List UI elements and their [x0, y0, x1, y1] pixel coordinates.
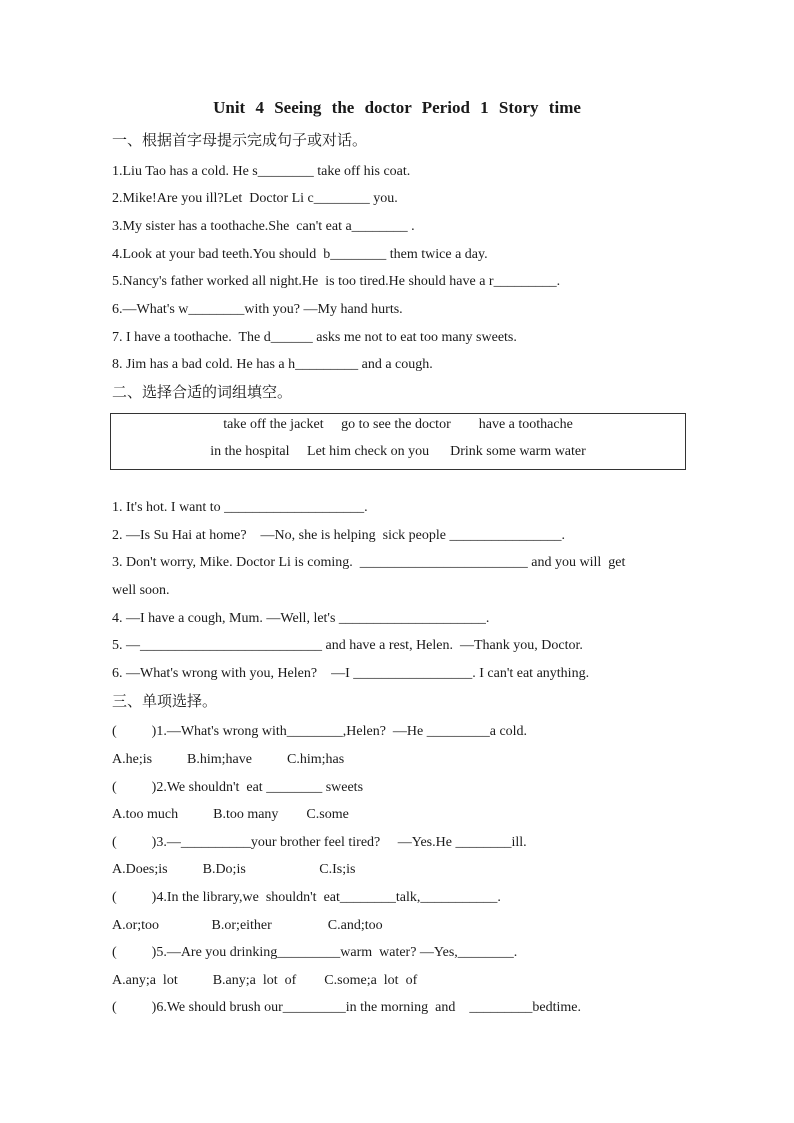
s2-item-1: 1. It's hot. I want to ____________________. — [112, 500, 368, 515]
s3-question-1: ( )1.—What's wrong with________,Helen? —He _________a cold. — [112, 724, 528, 739]
s1-item-1: 1.Liu Tao has a cold. He s________ take off his coat. — [112, 164, 411, 179]
s1-item-8: 8. Jim has a bad cold. He has a h_________ and a cough. — [112, 357, 433, 372]
s1-item-7: 7. I have a toothache. The d______ asks me not to eat too many sweets. — [112, 330, 517, 345]
s3-question-4: ( )4.In the library,we shouldn't eat________talk,___________. — [112, 890, 501, 905]
s3-options-1: A.he;is B.him;have C.him;has — [112, 752, 345, 767]
s3-question-3: ( )3.—__________your brother feel tired? —Yes.He ________ill. — [112, 835, 527, 850]
section2-heading: 二、选择合适的词组填空。 — [112, 383, 293, 401]
s2-item-6: 6. —What's wrong with you, Helen? —I _________________. I can't eat anything. — [112, 666, 590, 681]
s3-options-2: A.too much B.too many C.some — [112, 807, 349, 822]
s2-item-3: 3. Don't worry, Mike. Doctor Li is coming. ________________________ and you will get — [112, 555, 626, 570]
s3-question-5: ( )5.—Are you drinking_________warm water? —Yes,________. — [112, 945, 518, 960]
s2-item-3-cont: well soon. — [112, 583, 170, 598]
s3-options-5: A.any;a lot B.any;a lot of C.some;a lot of — [112, 973, 418, 988]
s3-question-2: ( )2.We shouldn't eat ________ sweets — [112, 780, 364, 795]
phrase-box-row-2: in the hospital Let him check on you Drink some warm water — [210, 444, 586, 459]
s1-item-5: 5.Nancy's father worked all night.He is too tired.He should have a r_________. — [112, 274, 561, 289]
section1-heading: 一、根据首字母提示完成句子或对话。 — [112, 131, 368, 149]
page-title: Unit 4 Seeing the doctor Period 1 Story time — [213, 98, 581, 117]
s2-item-5: 5. —__________________________ and have a rest, Helen. —Thank you, Doctor. — [112, 638, 583, 653]
s2-item-4: 4. —I have a cough, Mum. —Well, let's _____________________. — [112, 611, 490, 626]
section3-heading: 三、单项选择。 — [112, 692, 218, 710]
phrase-box — [110, 413, 686, 470]
s1-item-4: 4.Look at your bad teeth.You should b________ them twice a day. — [112, 247, 488, 262]
s1-item-6: 6.—What's w________with you? —My hand hurts. — [112, 302, 403, 317]
s2-item-2: 2. —Is Su Hai at home? —No, she is helping sick people ________________. — [112, 528, 566, 543]
s1-item-3: 3.My sister has a toothache.She can't eat a________ . — [112, 219, 415, 234]
s3-question-6: ( )6.We should brush our_________in the morning and _________bedtime. — [112, 1000, 581, 1015]
s3-options-3: A.Does;is B.Do;is C.Is;is — [112, 862, 356, 877]
s1-item-2: 2.Mike!Are you ill?Let Doctor Li c________ you. — [112, 191, 398, 206]
s3-options-4: A.or;too B.or;either C.and;too — [112, 918, 383, 933]
phrase-box-row-1: take off the jacket go to see the doctor have a toothache — [223, 417, 573, 432]
